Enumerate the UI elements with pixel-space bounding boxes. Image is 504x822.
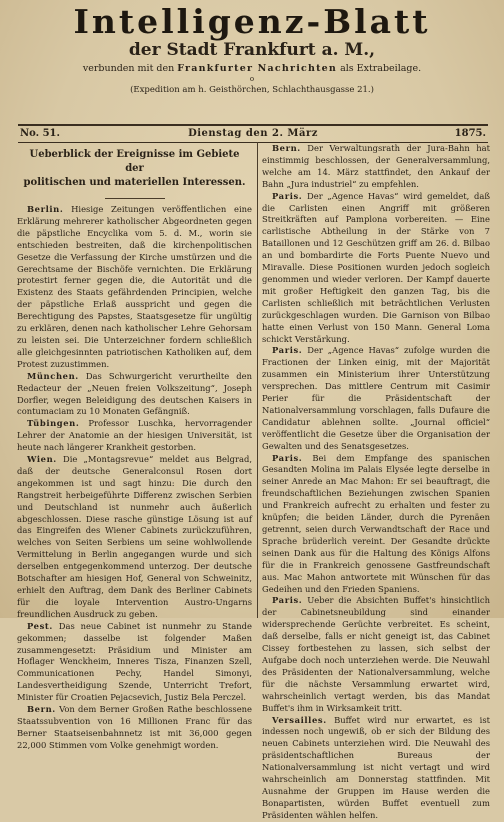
article-paris-carlists [262, 191, 490, 346]
left-column [17, 143, 252, 750]
masthead-subtitle: der Stadt Frankfurt a. M., [128, 40, 376, 60]
dateline: Versailles. [272, 714, 327, 725]
article-text: Das neue Cabinet ist nunmehr zu Stande gekommen; dasselbe ist folgender Maßen zusammengesetzt: Präsidium und Minister am Hoflager Wenckheim, Inneres Tisza, Finanzen Szell, Communicationen Pechy, Handel Simonyi, Landesvertheidigung Szende, Unterricht Trefort, Minister für Croatien Pejacsevich, Justiz Bela Perczel. [17, 620, 252, 703]
article-muenchen [17, 371, 252, 419]
article-text: Die „Montagsrevue“ meldet aus Belgrad, daß der deutsche Generalconsul Rosen dort angekommen ist und sagt hinzu: Die durch den Rangstreit herbeigeführte Differenz zwischen Serbien und Deutschland ist nunmehr auch äußerlich abgeschlossen. Diese rasche günstige Lösung ist auf das Eingreifen des Wiener Cabinets zurückzuführen, welches von Seiten Serbiens um seine wohlwollende Vermittelung in Berlin angegangen wurde und sich derselben entgegenkommend unterzog. Der deutsche Botschafter am hiesigen Hof, General von Schweinitz, erhielt den Auftrag, dem Dank des Berliner Cabinets für die loyale Intervention Austro-Ungarns freundlichen Ausdruck zu geben. [17, 454, 252, 619]
dateline: Paris. [272, 190, 303, 201]
dateline: Bern. [272, 143, 301, 153]
article-text: Das Schwurgericht verurtheilte den Redacteur der „Neuen freien Volkszeitung“, Joseph Dorfler, wegen Beleidigung des deutschen Kaisers in contumaciam zu 10 Monaten Gefängniß. [17, 370, 252, 417]
affiliation-suffix: als Extrabeilage. [340, 63, 422, 74]
headline-rule [105, 198, 165, 199]
masthead-affiliation [0, 62, 504, 75]
article-text: Der „Agence Havas“ wird gemeldet, daß die Carlisten einen Angriff mit größeren Streitkräften auf Pamplona vorbereiten. — Eine carlistische Abtheilung in der Stärke von 7 Bataillonen und 12 Geschützen griff am 26. d. Bilbao an und bombardirte die Forts Puente Nuevo und Miravalle. Diese Positionen wurden jedoch sogleich genommen und wieder verloren. Der Kampf dauerte mit großer Heftigkeit den ganzen Tag, bis die Carlisten schließlich mit beträchtlichen Verlusten zurückgeschlagen wurden. Die Garnison von Bilbao hatte einen Verlust von 150 Mann. General Loma schickt Verstärkung. [262, 190, 490, 344]
article-text: Professor Luschka, hervorragender Lehrer der Anatomie an der hiesigen Universität, ist heute nach längerer Krankheit gestorben. [17, 418, 252, 453]
dateline: München. [27, 370, 79, 381]
article-text: Der Verwaltungsrath der Jura-Bahn hat einstimmig beschlossen, der Generalversammlung, welche am 14. März stattfindet, den Ankauf der Bahn „Jura industriel“ zu empfehlen. [262, 143, 490, 189]
issue-year: 1875. [454, 128, 486, 139]
issue-date: Dienstag den 2. März [188, 128, 318, 139]
affiliation-paper-name: Frankfurter Nachrichten [177, 63, 338, 74]
article-tuebingen [17, 418, 252, 454]
dateline: Berlin. [27, 204, 64, 214]
article-bern [17, 704, 252, 752]
dateline: Paris. [272, 595, 303, 606]
issue-number: No. 51. [20, 128, 60, 139]
masthead-ornament: o [249, 75, 255, 83]
article-text: Buffet wird nur erwartet, es ist indessen noch ungewiß, ob er sich der Bildung des neuen Cabinets unterziehen wird. Die Neuwahl des präsidentschaftlichen Bureaus der Nationalversammlung ist nicht vertagt und wird wahrscheinlich am Donnerstag stattfinden. Mit Ausnahme der Gruppen im Hause werden die Bonapartisten, würden Buffet eventuell zum Präsidenten wählen helfen. [262, 714, 490, 820]
article-paris-fractions [262, 345, 490, 452]
dateline: Wien. [27, 454, 57, 465]
affiliation-prefix: verbunden mit den [82, 63, 175, 74]
article-wien [17, 454, 252, 621]
section-headline [21, 148, 248, 190]
dateline: Paris. [272, 345, 303, 356]
article-text: Von dem Berner Großen Rathe beschlossene Staatssubvention von 16 Millionen Franc für das Berner Staatseisenbahnnetz ist mit 36,000 gegen 22,000 Stimmen vom Volke genehmigt worden. [17, 704, 252, 750]
masthead-title: Intelligenz-Blatt [73, 2, 431, 41]
article-text: Der „Agence Havas“ zufolge wurden die Fractionen der Linken einig, mit der Majorität zusammen ein Ministerium ihrer Unterstützung versprechen. Das mittlere Centrum mit Casimir Perier für die Präsidentschaft der Nationalversammlung vorschlagen, falls Dufaure die Candidatur ablehnen sollte. „Journal officiel“ veröffentlicht die Gesetze über die Organisation der Gewalten und des Senatsgesetzes. [262, 345, 490, 451]
dateline: Pest. [27, 620, 53, 631]
article-paris-molina [262, 453, 490, 596]
right-column [262, 143, 490, 820]
masthead-expedition: (Expedition am h. Geisthörchen, Schlachthausgasse 21.) [130, 85, 374, 95]
article-text: Ueber die Absichten Buffet's hinsichtlich der Cabinetsneubildung sind einander widersprechende Gerüchte verbreitet. Es scheint, daß derselbe, falls er nicht geneigt ist, das Cabinet Cissey fortbestehen zu lassen, sich selbst der Aufgabe doch noch unterziehen werde. Die Neuwahl des Präsidenten der Nationalversammlung, welche für die nächste Versammlung erwartet wird, wahrscheinlich vertagt werden, bis das Mandat Buffet's ihm in Wirksamkeit tritt. [262, 595, 490, 713]
article-text: Bei dem Empfange des spanischen Gesandten Molina im Palais Elysée legte derselbe in seiner Anrede an Mac Mahon: Er sei beauftragt, die freundschaftlichen Beziehungen zwischen Spanien und Frankreich aufrecht zu erhalten und fester zu knüpfen; die beiden Länder, durch die Pyrenäen getrennt, seien durch Verwandtschaft der Race und Sprache brüderlich vereint. Der Gesandte drückte seinen Dank aus für die Haltung des Königs Alfons für die in Frankreich genossene Gastfreundschaft aus. Mac Mahon antwortete mit Wünschen für das Gedeihen und den Frieden Spaniens. [262, 452, 490, 594]
article-paris-buffet [262, 595, 490, 714]
dateline: Tübingen. [27, 418, 80, 429]
issue-bar [18, 124, 488, 143]
article-pest [17, 621, 252, 704]
column-divider [257, 142, 258, 618]
article-berlin [17, 204, 252, 371]
dateline: Bern. [27, 704, 56, 715]
headline-line-2: politischen und materiellen Interessen. [23, 177, 246, 188]
masthead [0, 2, 504, 96]
headline-line-1: Ueberblick der Ereignisse im Gebiete der [29, 149, 240, 174]
article-versailles [262, 715, 490, 822]
article-bern-jura [262, 143, 490, 191]
article-text: Hiesige Zeitungen veröffentlichen eine Erklärung mehrerer katholischer Abgeordneten gegen die päpstliche Encyclika vom 5. d. M., worin sie entschieden bestreiten, daß die kirchenpolitischen Gesetze die Verfassung der Kirche umstürzen und die Gerechtsame der Bischöfe vernichten. Die Erklärung protestirt ferner gegen die, die Autorität und die Existenz des Staats gefährdenden Principien, welche der päpstliche Erlaß ausspricht und gegen die Berechtigung des Papstes, Staatsgesetze für ungültig zu erklären, denen nach katholischer Lehre Gehorsam zu leisten sei. Die Unterzeichner fordern schließlich alle gleichgesinnten patriotischen Katholiken auf, dem Protest zuzustimmen. [17, 204, 252, 369]
dateline: Paris. [272, 452, 303, 463]
